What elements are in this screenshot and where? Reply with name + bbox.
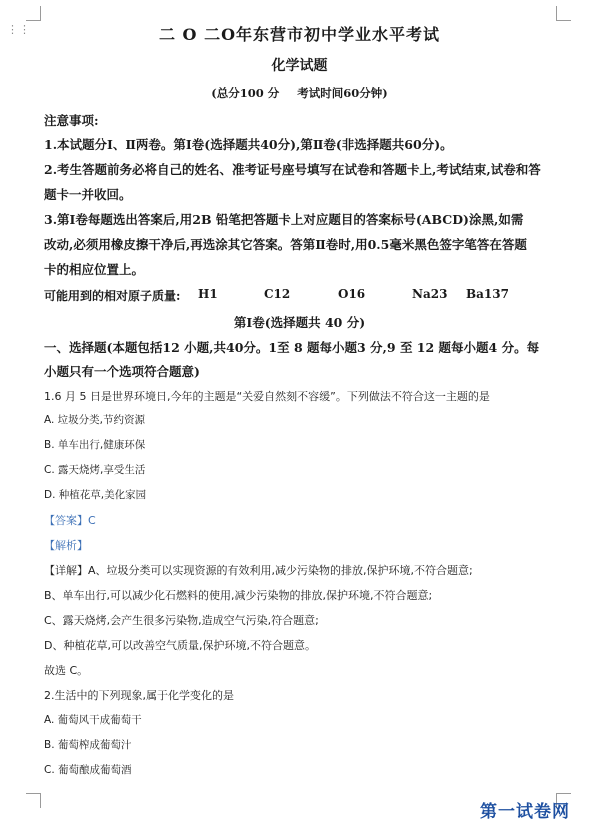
notice-item: 2.考生答题前务必将自己的姓名、准考证号座号填写在试卷和答题卡上,考试结束,试卷和答 <box>44 162 541 177</box>
notice-item: 3.第Ⅰ卷每题选出答案后,用2B 铅笔把答题卡上对应题目的答案标号(ABCD)涂黑,如需 <box>44 212 524 227</box>
section-title: 第Ⅰ卷(选择题共 40 分) <box>233 315 366 330</box>
atomic-mass-value: H1 <box>198 287 218 301</box>
atomic-mass-value: O16 <box>338 287 366 301</box>
notice-item: 1.本试题分Ⅰ、Ⅱ两卷。第Ⅰ卷(选择题共40分),第Ⅱ卷(非选择题共60分)。 <box>44 137 453 152</box>
notice-heading: 注意事项: <box>44 113 99 128</box>
notice-item: 题卡一并收回。 <box>44 187 132 202</box>
atomic-mass-label: 可能用到的相对原子质量: <box>44 289 181 303</box>
option-c: C. 葡萄酿成葡萄酒 <box>44 764 132 776</box>
section-instructions: 小题只有一个选项符合题意) <box>44 364 200 379</box>
notice-item: 卡的相应位置上。 <box>44 262 145 277</box>
question-stem: 1.6 月 5 日是世界环境日,今年的主题是“关爱自然刻不容缓”。下列做法不符合这一主题的是 <box>44 390 490 403</box>
analysis-detail: 【详解】A、垃圾分类可以实现资源的有效利用,减少污染物的排放,保护环境,不符合题意; <box>44 564 473 577</box>
page-corner-mark <box>26 793 41 808</box>
analysis-detail: D、种植花草,可以改善空气质量,保护环境,不符合题意。 <box>44 639 316 652</box>
option-b: B. 单车出行,健康环保 <box>44 439 146 451</box>
option-a: A. 葡萄风干成葡萄干 <box>44 714 142 726</box>
option-b: B. 葡萄榨成葡萄汁 <box>44 739 132 751</box>
atomic-mass-value: Na23 <box>412 287 448 301</box>
analysis-label: 【解析】 <box>44 539 88 552</box>
page-corner-mark <box>556 6 571 21</box>
analysis-detail: C、露天烧烤,会产生很多污染物,造成空气污染,符合题意; <box>44 614 319 627</box>
analysis-conclusion: 故选 C。 <box>44 664 89 677</box>
option-d: D. 种植花草,美化家园 <box>44 489 147 501</box>
analysis-detail: B、单车出行,可以减少化石燃料的使用,减少污染物的排放,保护环境,不符合题意; <box>44 589 433 602</box>
option-c: C. 露天烧烤,享受生活 <box>44 464 146 476</box>
section-instructions: 一、选择题(本题包括12 小题,共40分。1至 8 题每小题3 分,9 至 12 题每小题4 分。每 <box>44 340 540 355</box>
exam-title: 二 O 二O年东营市初中学业水平考试 <box>158 25 441 44</box>
page-corner-mark <box>26 6 41 21</box>
site-watermark: 第一试卷网 <box>480 802 570 822</box>
notice-item: 改动,必须用橡皮擦干净后,再选涂其它答案。答第Ⅱ卷时,用0.5毫米黑色签字笔答在答题 <box>44 237 527 252</box>
answer-label: 【答案】C <box>44 514 96 527</box>
total-score: (总分100 分 <box>211 86 280 100</box>
question-stem: 2.生活中的下列现象,属于化学变化的是 <box>44 689 234 702</box>
atomic-mass-value: Ba137 <box>466 287 509 301</box>
drag-handle-icon[interactable]: ⋮⋮ <box>7 23 31 36</box>
exam-subtitle: 化学试题 <box>271 58 328 74</box>
option-a: A. 垃圾分类,节约资源 <box>44 414 146 426</box>
exam-time: 考试时间60分钟) <box>297 86 388 100</box>
exam-meta <box>0 85 599 101</box>
atomic-mass-value: C12 <box>264 287 291 301</box>
